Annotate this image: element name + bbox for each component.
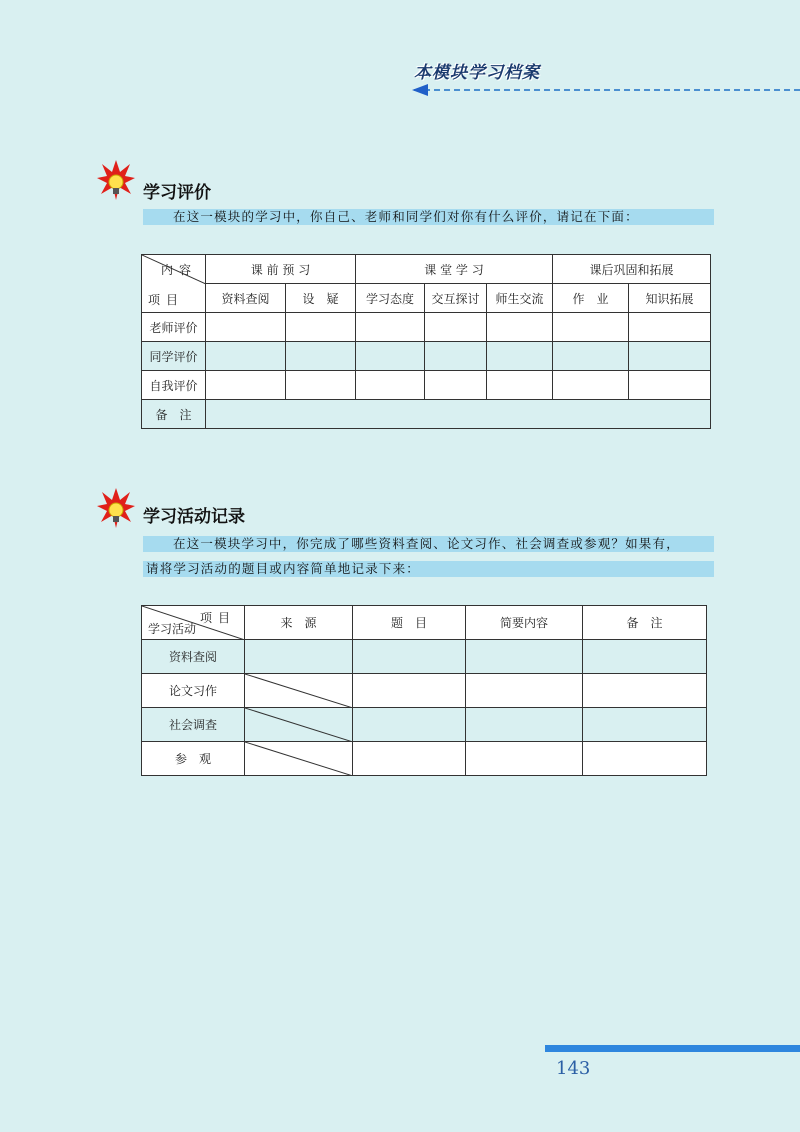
table-row: [142, 742, 707, 776]
page-number: 143: [556, 1058, 591, 1079]
evaluation-instruction: 在这一模块的学习中，你自己、老师和同学们对你有什么评价，请记在下面：: [143, 209, 714, 225]
row-label-teacher: 老师评价: [142, 313, 206, 342]
struck-cell: [245, 674, 353, 708]
table-cell[interactable]: [353, 742, 466, 776]
table-cell[interactable]: [206, 371, 286, 400]
table-cell[interactable]: [286, 342, 356, 371]
row-label-materials: 资料查阅: [142, 640, 245, 674]
struck-cell: [245, 708, 353, 742]
lightbulb-burst-icon: [96, 158, 136, 204]
table-cell[interactable]: [353, 708, 466, 742]
evaluation-corner-cell: [142, 255, 206, 313]
table-cell[interactable]: [583, 708, 707, 742]
table-cell[interactable]: [356, 342, 425, 371]
header-dashed-line: [414, 89, 800, 91]
subheader-attitude: 学习态度: [356, 284, 425, 313]
table-cell[interactable]: [553, 313, 629, 342]
table-cell[interactable]: [286, 313, 356, 342]
table-row: [142, 640, 707, 674]
activity-instruction-line1: 在这一模块学习中，你完成了哪些资料查阅、论文习作、社会调查或参观？如果有，: [143, 536, 714, 552]
subheader-discussion: 交互探讨: [425, 284, 487, 313]
evaluation-table: [141, 254, 711, 429]
row-label-note: 备 注: [142, 400, 206, 429]
subheader-questions: 设 疑: [286, 284, 356, 313]
table-row: [142, 342, 711, 371]
corner-label-content: 内容: [160, 263, 197, 277]
table-cell[interactable]: [286, 371, 356, 400]
section-title-activity-record: 学习活动记录: [143, 507, 245, 527]
table-cell[interactable]: [553, 342, 629, 371]
table-cell[interactable]: [466, 708, 583, 742]
table-cell[interactable]: [629, 342, 711, 371]
activity-instruction-line2: 请将学习活动的题目或内容简单地记录下来：: [143, 561, 714, 577]
table-row: [142, 313, 711, 342]
row-label-self: 自我评价: [142, 371, 206, 400]
row-label-survey: 社会调查: [142, 708, 245, 742]
table-cell[interactable]: [487, 371, 553, 400]
header-topic: 题 目: [353, 606, 466, 640]
subheader-knowledge-extension: 知识拓展: [629, 284, 711, 313]
table-cell[interactable]: [487, 313, 553, 342]
table-cell[interactable]: [629, 371, 711, 400]
group-header-consolidation: 课后巩固和拓展: [553, 255, 711, 284]
module-archive-title: 本模块学习档案: [414, 63, 540, 83]
table-cell[interactable]: [353, 640, 466, 674]
header-note: 备 注: [583, 606, 707, 640]
group-header-classroom: 课 堂 学 习: [356, 255, 553, 284]
table-cell[interactable]: [553, 371, 629, 400]
corner-label-item: 项目: [148, 293, 185, 307]
lightbulb-burst-icon: [96, 486, 136, 532]
table-cell[interactable]: [425, 313, 487, 342]
table-cell[interactable]: [583, 742, 707, 776]
table-cell[interactable]: [356, 371, 425, 400]
corner-label-item: 项目: [199, 611, 236, 625]
table-cell[interactable]: [629, 313, 711, 342]
table-cell[interactable]: [425, 371, 487, 400]
row-label-classmates: 同学评价: [142, 342, 206, 371]
table-cell[interactable]: [583, 640, 707, 674]
activity-table: [141, 605, 707, 776]
note-cell[interactable]: [206, 400, 711, 429]
subheader-materials: 资料查阅: [206, 284, 286, 313]
table-cell[interactable]: [466, 674, 583, 708]
table-cell[interactable]: [466, 640, 583, 674]
table-cell[interactable]: [356, 313, 425, 342]
table-cell[interactable]: [206, 342, 286, 371]
corner-label-activity: 学习活动: [148, 622, 197, 636]
table-row: [142, 708, 707, 742]
table-cell[interactable]: [466, 742, 583, 776]
group-header-preview: 课 前 预 习: [206, 255, 356, 284]
table-cell[interactable]: [425, 342, 487, 371]
row-label-essay: 论文习作: [142, 674, 245, 708]
row-label-visit: 参 观: [142, 742, 245, 776]
table-cell[interactable]: [487, 342, 553, 371]
table-row: [142, 400, 711, 429]
header-source: 来 源: [245, 606, 353, 640]
table-row: [142, 371, 711, 400]
footer-bar: [545, 1045, 800, 1052]
subheader-homework: 作 业: [553, 284, 629, 313]
table-cell[interactable]: [353, 674, 466, 708]
table-cell[interactable]: [206, 313, 286, 342]
activity-corner-cell: [142, 606, 245, 640]
section-title-learning-evaluation: 学习评价: [143, 183, 211, 203]
table-row: [142, 674, 707, 708]
struck-cell: [245, 742, 353, 776]
table-cell[interactable]: [245, 640, 353, 674]
header-arrow-icon: [412, 84, 428, 96]
table-cell[interactable]: [583, 674, 707, 708]
subheader-teacher-student: 师生交流: [487, 284, 553, 313]
header-summary: 简要内容: [466, 606, 583, 640]
